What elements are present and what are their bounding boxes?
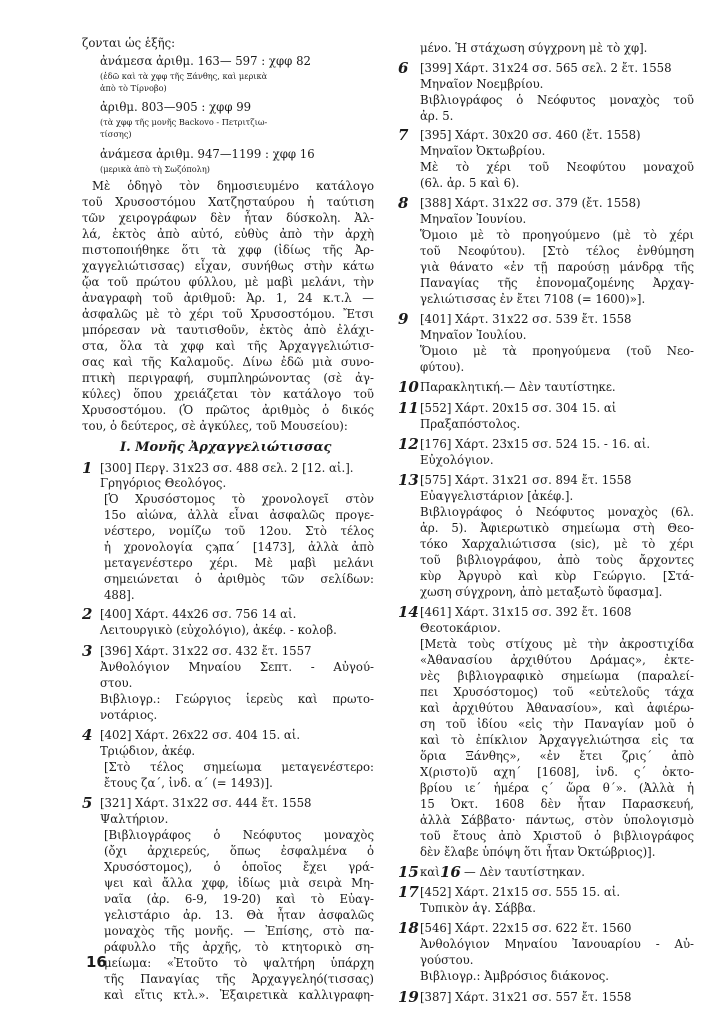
text-line: Βιβλιογράφος ὁ Νεόφυτος μοναχὸς (6λ.	[420, 505, 694, 519]
entry-header-line: [387] Χάρτ. 31x21 σσ. 557 ἔτ. 1558	[420, 990, 632, 1004]
text-line: ὅρια Ξάνθης», «ἐν ἔτει ζρις´ ἀπὸ	[420, 749, 694, 763]
text-line: τῶν χειρογράφων δὲν ἦταν δύσκολη. Ἀλ-	[82, 211, 374, 225]
text-line: Τριῴδιον, ἀκέφ.	[100, 744, 196, 758]
text-line: Χ(ριστο)ῦ αχη´ [1608], ἰνδ. ς´ ὀκτο-	[420, 765, 694, 779]
text-line: καὶ τὸ ἐπίκλιον Ἀρχαγγελιώτησα εἰς τα	[420, 733, 694, 747]
text-line: Ἀνθολόγιον Μηναίου Ἰανουαρίου - Αὐ-	[420, 937, 694, 951]
text-line: ἀρ. 5.	[420, 109, 454, 123]
text-line: ἀσφαλῶς μὲ τὸ χέρι τοῦ Χρυσοστόμου. Ἔτσι	[82, 307, 374, 321]
text-line: γιὰ θάνατο «ἐν τῇ παρούσῃ μάνδρᾳ τῆς	[420, 260, 694, 274]
entry-header-line: [546] Χάρτ. 22x15 σσ. 622 ἔτ. 1560	[420, 921, 632, 935]
text-line: Ἀνθολόγιον Μηναίου Σεπτ. - Αὐγού-	[100, 660, 374, 674]
text-line: (ὄχι ἀρχιερεύς, ὅπως ἐσφαλμένα ὁ	[104, 844, 374, 858]
text-line: Χρυσόστομος), ὁ ὁποῖος ἔχει γρά-	[104, 860, 374, 874]
entry-header-line: [400] Χάρτ. 44x26 σσ. 756 14 αἰ.	[100, 607, 297, 621]
text-line: Βιβλιογράφος ὁ Νεόφυτος μοναχὸς τοῦ	[420, 93, 694, 107]
text-line: σας καὶ τῆς Καλαμοῦς. Δίνω ἐδῶ μιὰ συνο-	[82, 355, 374, 369]
entry-header-line: [552] Χάρτ. 20x15 σσ. 304 15. αἰ	[420, 401, 617, 415]
text-line: 15ο αἰώνα, ἀλλὰ εἶναι ἀσφαλῶς προγε-	[104, 508, 374, 522]
text-line: [Βιβλιογράφος ὁ Νεόφυτος μοναχὸς	[104, 828, 374, 842]
text-line: Ὅμοιο μὲ τὰ προηγούμενα (τοῦ Νεο-	[420, 344, 694, 358]
text-line: Τυπικὸν ἁγ. Σάββα.	[420, 901, 536, 915]
entry-header-line: [452] Χάρτ. 21x15 σσ. 555 15. αἰ.	[420, 885, 621, 899]
entry-number: 14	[398, 603, 419, 621]
text-line: μείωμα: «Ἐτοῦτο τὸ ψαλτήρη ὑπάρχη	[104, 956, 374, 970]
text-line: ἀπὸ τὸ Τίρνοβο)	[100, 83, 167, 93]
text-line: τοῦ βιβλιογράφου, ἀπὸ τοὺς ἄρχοντες	[420, 553, 694, 567]
text-line: Μηναῖον Ὀκτωβρίου.	[420, 144, 546, 158]
text-line: ἀναγραφὴ τοῦ ἀριθμοῦ: Ἀρ. 1, 24 κ.τ.λ —	[82, 291, 374, 305]
text-line: (ἐδῶ καὶ τὰ χφφ τῆς Ξάνθης, καὶ μερικὰ	[100, 71, 268, 81]
text-line: [Ὁ Χρυσόστομος τὸ χρονολογεῖ στὸν	[104, 492, 374, 506]
text-line: πιστοποιήθηκε ὅτι τὰ χφφ (ἰδίως τῆς Ἀρ-	[82, 243, 374, 257]
entry-number: 16	[440, 863, 461, 881]
entry-header-line: [401] Χάρτ. 31x22 σσ. 539 ἔτ. 1558	[420, 312, 632, 326]
text-line: Μηναῖον Ἰουλίου.	[420, 328, 527, 342]
entry-number: 9	[398, 310, 409, 328]
text-line: τοῦ Χρυσοστόμου Χατζησταύρου ἡ ταύτιση	[82, 195, 374, 209]
text-line: Πραξαπόστολος.	[420, 417, 521, 431]
entry-number: 12	[398, 435, 419, 453]
entry-number: 2	[82, 605, 93, 623]
text-line: 15 Ὀκτ. 1608 δὲν ἦταν Παρασκευή,	[420, 797, 694, 811]
entry-number: 11	[398, 399, 419, 417]
text-line: τοῦ Νεοφύτου). [Στὸ τέλος ἐνθύμηση	[420, 244, 694, 258]
text-line: μεταγενέστερο χέρι. Μὲ μαβὶ μελάνι	[104, 556, 374, 570]
text-line: μοναχὸς τῆς μονῆς. — Ἐπίσης, στὸ πα-	[104, 924, 374, 938]
text-line: (μερικὰ ἀπὸ τὴ Σωζόπολη)	[100, 164, 210, 174]
text-line: στου.	[100, 676, 133, 690]
text-line: Εὐαγγελιστάριον [ἀκέφ.].	[420, 489, 574, 503]
section-heading: I. Μονῆς Ἀρχαγγελιώτισσας	[120, 440, 332, 455]
text-line: Βιβλιογρ.: Γεώργιος ἱερεὺς καὶ πρωτο-	[100, 692, 374, 706]
entry-header-line: [395] Χάρτ. 30x20 σσ. 460 (ἔτ. 1558)	[420, 128, 641, 142]
entry-number: 17	[398, 883, 419, 901]
entry-number: 4	[82, 726, 93, 744]
entry-number: 6	[398, 59, 409, 77]
text-line: γελιστάριο ἀρ. 13. Θὰ ἦταν ἀσφαλῶς	[104, 908, 374, 922]
text-line: [Μετὰ τοὺς στίχους μὲ τὴν ἀκροστιχίδα	[420, 637, 694, 651]
text-line: γελιώτισσας ἐν ἔτει 7108 (= 1600)»].	[420, 292, 646, 306]
text-line: Χρυσοστόμου. (Ὁ πρῶτος ἀριθμὸς ὁ δικός	[82, 403, 374, 417]
text-line: 488].	[104, 588, 135, 602]
text-line: ἔτους ζα´, ἰνδ. α´ (= 1493)].	[104, 776, 273, 790]
entry-number: 13	[398, 471, 419, 489]
entry-header-line: [575] Χάρτ. 31x21 σσ. 894 ἔτ. 1558	[420, 473, 632, 487]
text-line: Θεοτοκάριον.	[420, 621, 501, 635]
text-line: βρίου ιε´ ἡμέρα ς´ ὥρα θ´». (Ἀλλὰ ἡ	[420, 781, 694, 795]
entry-header-line: [321] Χάρτ. 31x22 σσ. 444 ἔτ. 1558	[100, 796, 312, 810]
text-line: νὲς βιβλιογραφικὸ σημείωμα (παραλεί-	[420, 669, 694, 683]
text-line: ἀριθμ. 803—905 : χφφ 99	[100, 100, 252, 114]
page-number: 16	[86, 953, 107, 971]
text-line: καὶ ἀρχιθύτου Ἀθανασίου», καὶ ἀφιέρω-	[420, 701, 694, 715]
entry-number: 3	[82, 642, 93, 660]
text-line: πτικὴ περιγραφή, συμπληρώνοντας (σὲ ἀγ-	[82, 371, 374, 385]
text-line: ἡ χρονολογία ςϡπα´ [1473], ἀλλὰ ἀπὸ	[104, 540, 374, 554]
text-line: ἀνάμεσα ἀριθμ. 163— 597 : χφφ 82	[100, 54, 311, 68]
entry-number: 15	[398, 863, 419, 881]
text-line: Ὅμοιο μὲ τὸ προηγούμενο (μὲ τὸ χέρι	[420, 228, 694, 242]
entry-number: 1	[82, 459, 93, 477]
text-line: φύτου).	[420, 360, 465, 374]
text-line: Μὲ ὁδηγὸ τὸν δημοσιευμένο κατάλογο	[92, 179, 374, 193]
text-line: ση τοῦ ἰδίου «εἰς τὴν Παναγίαν μοῦ ὁ	[420, 717, 694, 731]
text-line: τίσσης)	[100, 129, 132, 139]
text-line: μένο. Ἡ στάχωση σύγχρονη μὲ τὸ χφ].	[420, 41, 648, 55]
entry-header-line: [402] Χάρτ. 26x22 σσ. 404 15. αἰ.	[100, 728, 301, 742]
text-line: [Στὸ τέλος σημείωμα μεταγενέστερο:	[104, 760, 374, 774]
text-line: Γρηγόριος Θεολόγος.	[100, 476, 227, 490]
text-line: Εὐχολόγιον.	[420, 453, 494, 467]
text-line: Μηναῖον Ἰουνίου.	[420, 212, 527, 226]
text-line: Βιβλιογρ.: Ἀμβρόσιος διάκονος.	[420, 969, 609, 983]
text-line: ἀλλὰ Σάββατο· πάντως, στὸν ὑπολογισμὸ	[420, 813, 694, 827]
entry-number: 7	[398, 126, 409, 144]
text-line: σημειώνεται ὁ ἀριθμὸς τῶν σελίδων:	[104, 572, 374, 586]
entry-header-line: [396] Χάρτ. 31x22 σσ. 432 ἔτ. 1557	[100, 644, 312, 658]
text-line: (τὰ χφφ τῆς μονῆς Backovo - Πετριτζιω-	[100, 117, 268, 127]
entry-number: 10	[398, 378, 419, 396]
text-line: μπόρεσαν νὰ ταυτισθοῦν, ἐκτὸς ἀπὸ ἐλάχι-	[82, 323, 374, 337]
entry-number: 8	[398, 194, 409, 212]
text-line: Παναγίας τῆς ἐπονομαζομένης Ἀρχαγ-	[420, 276, 694, 290]
text-line: νέστερο, νομίζω τοῦ 12ου. Στὸ τέλος	[104, 524, 374, 538]
text-line: Λειτουργικὸ (εὐχολόγιο), ἀκέφ. - κολοβ.	[100, 623, 337, 637]
text-line: ράφυλλο τῆς ἀρχῆς, τὸ κτητορικὸ ση-	[104, 940, 374, 954]
entry-header-line: [388] Χάρτ. 31x22 σσ. 379 (ἔτ. 1558)	[420, 196, 641, 210]
text-line: ἀνάμεσα ἀριθμ. 947—1199 : χφφ 16	[100, 147, 315, 161]
text-line: τόκο Χαρχαλιώτισσα (sic), μὲ τὸ χέρι	[420, 537, 694, 551]
text-line: καὶ	[420, 865, 440, 879]
text-line: ᾤα τοῦ πρώτου φύλλου, μὲ μαβὶ μελάνι, τὴν	[82, 275, 374, 289]
entry-number: 18	[398, 919, 419, 937]
entry-header-line: [399] Χάρτ. 31x24 σσ. 565 σελ. 2 ἔτ. 1558	[420, 61, 672, 75]
text-line: ναῖα (ἀρ. 6-9, 19-20) καὶ τὸ Εὐαγ-	[104, 892, 374, 906]
text-line: Ψαλτήριον.	[100, 812, 169, 826]
text-line: καὶ εἴτις κτλ.». Ἐξαιρετικὰ καλλιγραφη-	[104, 988, 374, 1002]
text-line: στα, ὅλα τὰ χφφ καὶ τῆς Ἀρχαγγελιώτισ-	[82, 339, 374, 353]
text-line: κὺρ Ἀργυρὸ καὶ κὺρ Γεώργιο. [Στά-	[420, 569, 694, 583]
text-line: Παρακλητική.— Δὲν ταυτίστηκε.	[420, 380, 616, 394]
text-line: νοτάριος.	[100, 708, 158, 722]
text-line: λά, ἐκτὸς ἀπὸ αὐτό, εὐθὺς ἀπὸ τὴν ἀρχὴ	[82, 227, 374, 241]
entry-number: 19	[398, 988, 419, 1006]
text-line: κύλες) ὅπου χρειάζεται τὸν κατάλογο τοῦ	[82, 387, 374, 401]
text-line: τοῦ ἔτους ἀπὸ Χριστοῦ ὁ βιβλιογράφος	[420, 829, 694, 843]
entry-number: 5	[82, 794, 93, 812]
text-line: χαγγελιώτισσας) εἶχαν, συνήθως στὴν κάτω	[82, 259, 374, 273]
text-line: γούστου.	[420, 953, 474, 967]
text-line: του, ὁ δεύτερος, σὲ ἀγκύλες, τοῦ Μουσείου):	[82, 419, 348, 433]
text-line: (6λ. ἀρ. 5 καὶ 6).	[420, 176, 520, 190]
entry-header-line: [300] Περγ. 31x23 σσ. 488 σελ. 2 [12. αἰ.].	[100, 461, 354, 475]
text-line: ψει καὶ ἄλλα χφφ, ἰδίως μιὰ σειρὰ Μη-	[104, 876, 374, 890]
text-line: ἀρ. 5). Ἀφιερωτικὸ σημείωμα στὴ Θεο-	[420, 521, 694, 535]
entry-header-line: [461] Χάρτ. 31x15 σσ. 392 ἔτ. 1608	[420, 605, 632, 619]
text-line: πει Χρυσόστομος) τοῦ «εὐτελοῦς τάχα	[420, 685, 694, 699]
text-line: δὲν ἔλαβε ὑπόψη ὅτι ἦταν Ὀκτώβριος)].	[420, 845, 656, 859]
text-line: ζονται ὡς ἑξῆς:	[82, 36, 176, 50]
text-line: χωση σύγχρονη, ἀπὸ μεταξωτὸ ὕφασμα].	[420, 585, 663, 599]
text-line: «Ἀθανασίου ἀρχιθύτου Δράμας», ἐκτε-	[420, 653, 694, 667]
text-line: τῆς Παναγίας τῆς Ἀρχαγγεληό(τισσας)	[104, 972, 374, 986]
entry-header-line: [176] Χάρτ. 23x15 σσ. 524 15. - 16. αἰ.	[420, 437, 651, 451]
text-line: — Δὲν ταυτίστηκαν.	[464, 865, 585, 879]
text-line: Μὲ τὸ χέρι τοῦ Νεοφύτου μοναχοῦ	[420, 160, 694, 174]
text-line: Μηναῖον Νοεμβρίου.	[420, 77, 544, 91]
